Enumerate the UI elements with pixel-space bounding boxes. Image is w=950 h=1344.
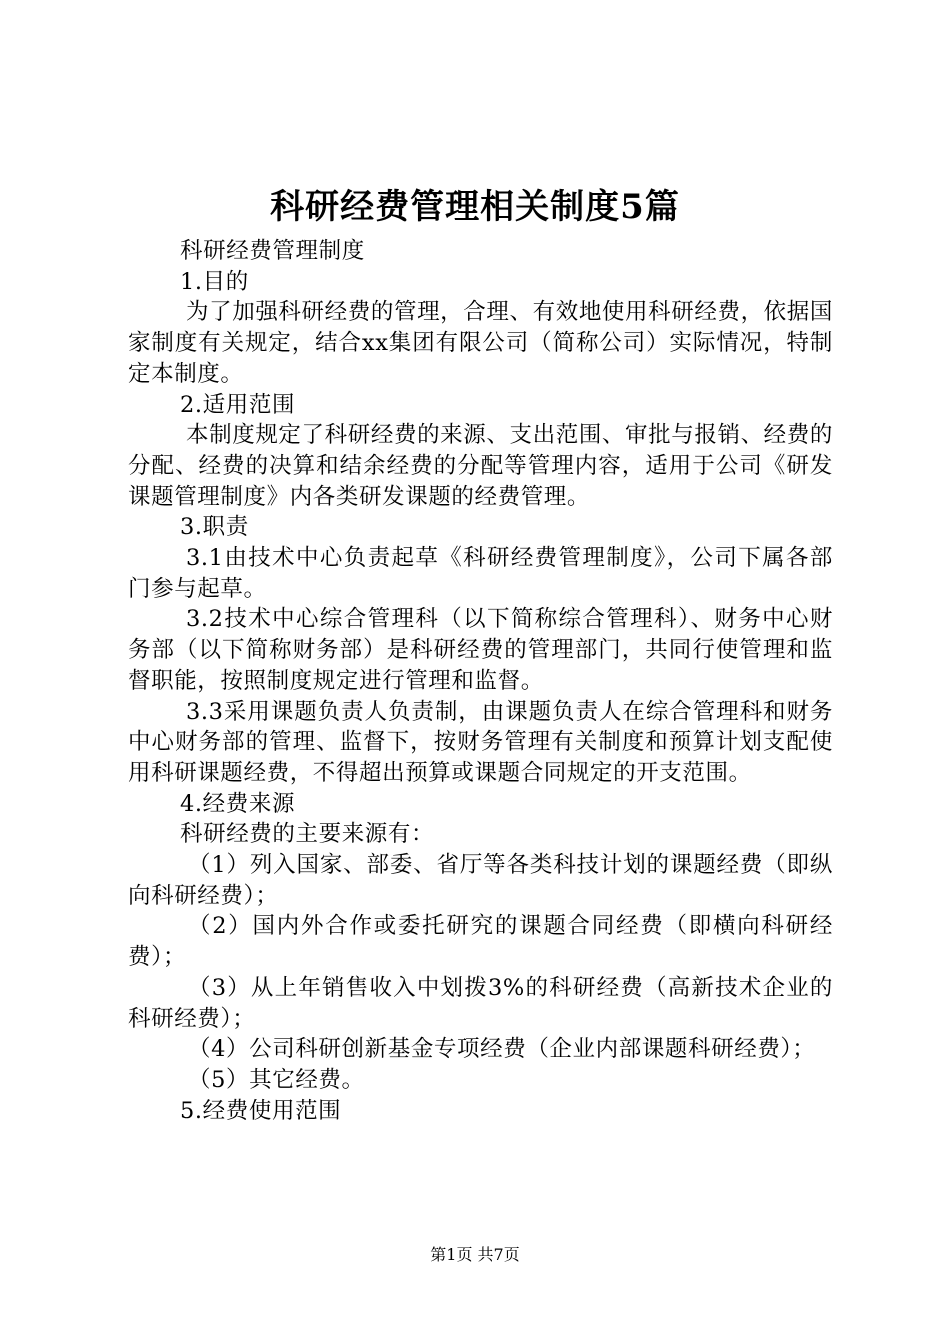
page-number-footer: 第1页 共7页	[430, 1245, 520, 1264]
list-item: （3）从上年销售收入中划拨3%的科研经费（高新技术企业的科研经费）；	[128, 974, 833, 1032]
body-paragraph: 为了加强科研经费的管理，合理、有效地使用科研经费，依据国家制度有关规定，结合xx集团有限公司（简称公司）实际情况，特制定本制度。	[128, 299, 833, 387]
document-body	[128, 236, 833, 1126]
document-title: 科研经费管理相关制度5篇	[270, 187, 680, 227]
list-item: （5）其它经费。	[188, 1066, 365, 1093]
body-paragraph: 3.2技术中心综合管理科（以下简称综合管理科）、财务中心财务部（以下简称财务部）是科研经费的管理部门，共同行使管理和监督职能，按照制度规定进行管理和监督。	[128, 606, 833, 694]
body-paragraph: 科研经费的主要来源有：	[180, 821, 435, 848]
body-paragraph: 3.1由技术中心负责起草《科研经费管理制度》，公司下属各部门参与起草。	[128, 545, 833, 602]
list-item: （4）公司科研创新基金专项经费（企业内部课题科研经费）；	[188, 1036, 816, 1063]
list-item: （2）国内外合作或委托研究的课题合同经费（即横向科研经费）；	[128, 913, 833, 971]
section-heading: 5.经费使用范围	[180, 1097, 342, 1124]
body-paragraph: 本制度规定了科研经费的来源、支出范围、审批与报销、经费的分配、经费的决算和结余经费的分配等管理内容，适用于公司《研发课题管理制度》内各类研发课题的经费管理。	[128, 422, 833, 510]
body-paragraph: 3.3采用课题负责人负责制，由课题负责人在综合管理科和财务中心财务部的管理、监督下，按财务管理有关制度和预算计划支配使用科研课题经费，不得超出预算或课题合同规定的开支范围。	[128, 698, 833, 786]
list-item: （1）列入国家、部委、省厅等各类科技计划的课题经费（即纵向科研经费）；	[128, 852, 833, 909]
section-heading: 3.职责	[180, 514, 249, 541]
section-heading: 1.目的	[180, 268, 249, 295]
section-heading: 科研经费管理制度	[180, 238, 365, 264]
section-heading: 2.适用范围	[180, 391, 296, 418]
section-heading: 4.经费来源	[180, 790, 296, 817]
